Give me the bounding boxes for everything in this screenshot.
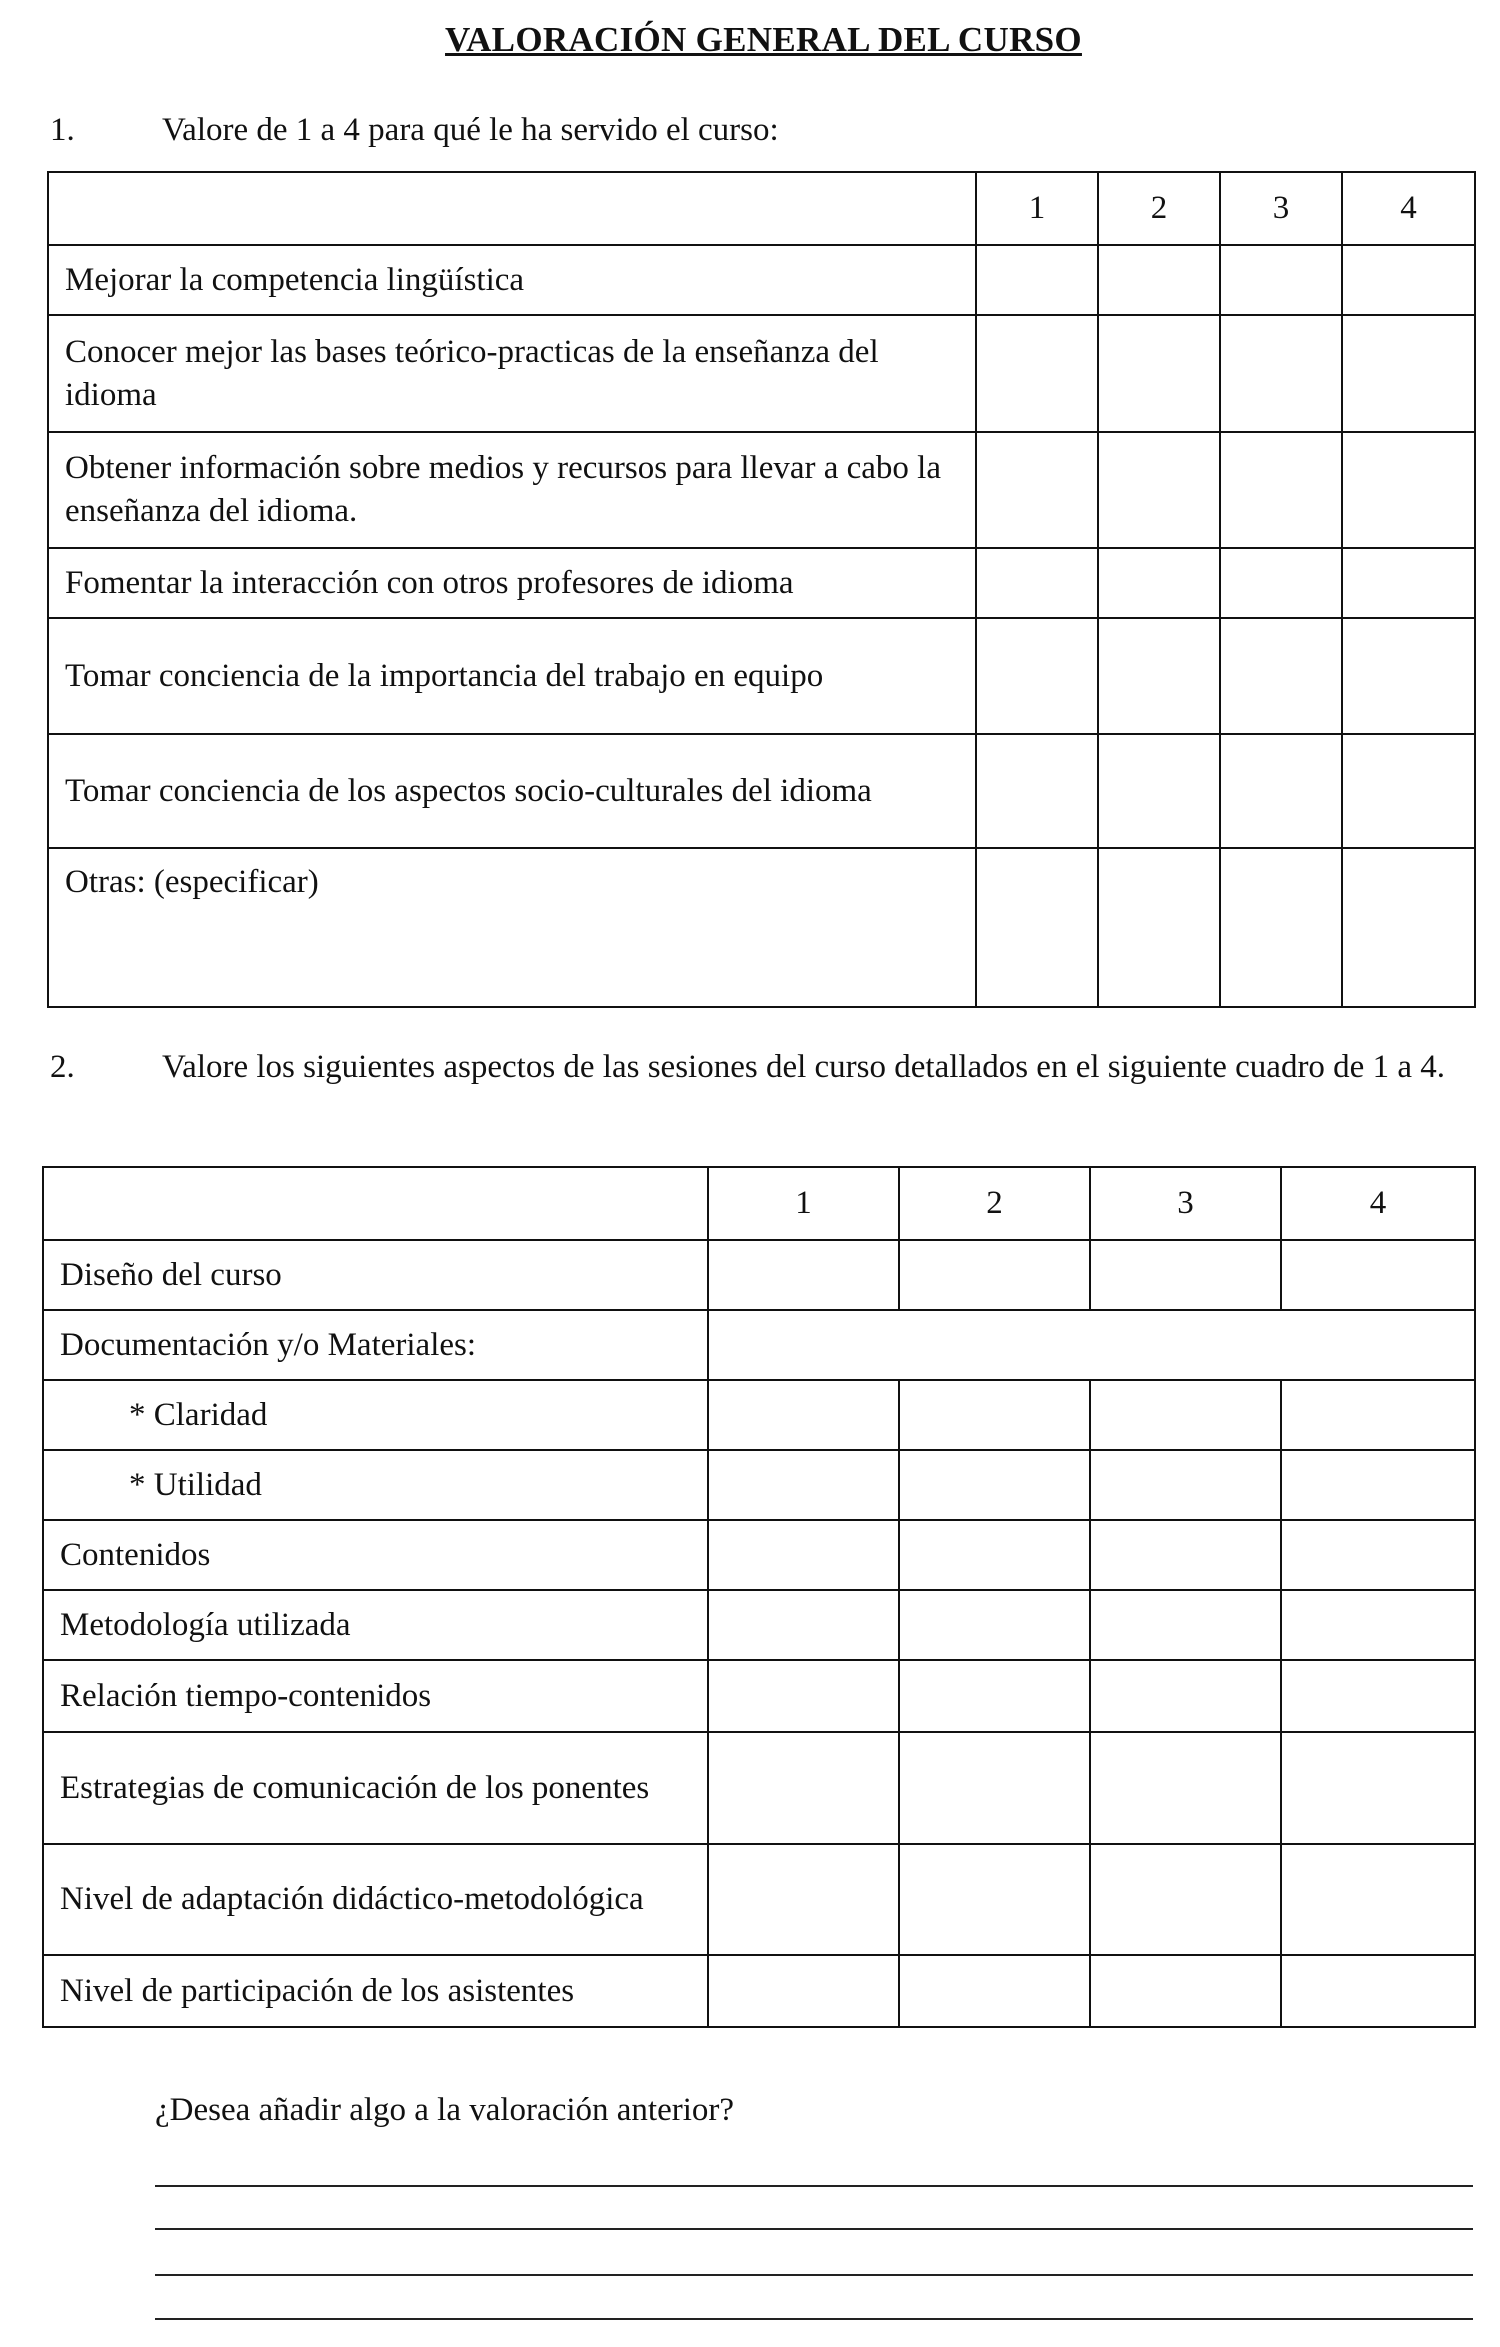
- rating-cell[interactable]: [899, 1590, 1090, 1660]
- question-1-number: 1.: [50, 112, 75, 148]
- rating-table-1: [47, 171, 1476, 1008]
- rating-cell[interactable]: [1090, 1590, 1281, 1660]
- row-label: Documentación y/o Materiales:: [43, 1310, 708, 1380]
- rating-cell[interactable]: [1281, 1520, 1475, 1590]
- question-1: [50, 108, 1470, 152]
- table-row: [43, 1240, 1475, 1310]
- table-2-col-1: 1: [708, 1167, 899, 1240]
- rating-cell[interactable]: [1220, 734, 1342, 848]
- table-row: [43, 1732, 1475, 1844]
- table-1-col-2: 2: [1098, 172, 1220, 245]
- rating-cell[interactable]: [708, 1450, 899, 1520]
- rating-cell[interactable]: [1281, 1240, 1475, 1310]
- rating-cell[interactable]: [1098, 245, 1220, 315]
- rating-cell[interactable]: [1342, 315, 1475, 432]
- table-row: [48, 315, 1475, 432]
- rating-cell[interactable]: [1342, 618, 1475, 734]
- row-label: Tomar conciencia de la importancia del trabajo en equipo: [48, 618, 976, 734]
- rating-cell[interactable]: [976, 315, 1098, 432]
- rating-cell[interactable]: [1098, 548, 1220, 618]
- followup-question: ¿Desea añadir algo a la valoración anterior?: [155, 2092, 735, 2128]
- rating-cell[interactable]: [1090, 1450, 1281, 1520]
- question-1-text: Valore de 1 a 4 para qué le ha servido el curso:: [162, 112, 779, 148]
- row-label: Contenidos: [43, 1520, 708, 1590]
- table-1-col-3: 3: [1220, 172, 1342, 245]
- question-2-text: Valore los siguientes aspectos de las sesiones del curso detallados en el siguiente cuadro de 1 a 4.: [162, 1049, 1445, 1085]
- table-row: [43, 1380, 1475, 1450]
- question-2: [50, 1045, 1475, 1135]
- rating-cell[interactable]: [1220, 315, 1342, 432]
- rating-cell[interactable]: [1090, 1844, 1281, 1955]
- answer-line-2[interactable]: [155, 2228, 1473, 2230]
- table-2-header-row: [43, 1167, 1475, 1240]
- table-row: [43, 1520, 1475, 1590]
- row-label: * Claridad: [43, 1380, 708, 1450]
- rating-cell[interactable]: [1342, 432, 1475, 548]
- merged-cell: [708, 1310, 1475, 1380]
- rating-cell[interactable]: [1281, 1844, 1475, 1955]
- rating-cell[interactable]: [1281, 1590, 1475, 1660]
- row-label: Fomentar la interacción con otros profesores de idioma: [48, 548, 976, 618]
- question-2-number: 2.: [50, 1049, 75, 1085]
- rating-cell[interactable]: [1090, 1240, 1281, 1310]
- table-row: [48, 848, 1475, 1007]
- row-label: Otras: (especificar): [48, 848, 976, 1007]
- answer-line-4[interactable]: [155, 2318, 1473, 2320]
- table-1-col-1: 1: [976, 172, 1098, 245]
- row-label: * Utilidad: [43, 1450, 708, 1520]
- rating-cell[interactable]: [1090, 1732, 1281, 1844]
- rating-cell[interactable]: [976, 848, 1098, 1007]
- table-2-col-4: 4: [1281, 1167, 1475, 1240]
- answer-line-3[interactable]: [155, 2274, 1473, 2276]
- rating-cell[interactable]: [899, 1844, 1090, 1955]
- rating-cell[interactable]: [976, 734, 1098, 848]
- table-1-header-row: [48, 172, 1475, 245]
- rating-cell[interactable]: [899, 1380, 1090, 1450]
- rating-cell[interactable]: [1281, 1380, 1475, 1450]
- row-label: Diseño del curso: [43, 1240, 708, 1310]
- rating-cell[interactable]: [976, 432, 1098, 548]
- rating-cell[interactable]: [1220, 432, 1342, 548]
- rating-cell[interactable]: [976, 245, 1098, 315]
- rating-cell[interactable]: [708, 1844, 899, 1955]
- rating-cell[interactable]: [1090, 1380, 1281, 1450]
- rating-cell[interactable]: [1342, 245, 1475, 315]
- table-1-col-4: 4: [1342, 172, 1475, 245]
- rating-cell[interactable]: [708, 1732, 899, 1844]
- row-label: Obtener información sobre medios y recursos para llevar a cabo la enseñanza del idioma.: [48, 432, 976, 548]
- row-label: Estrategias de comunicación de los ponentes: [43, 1732, 708, 1844]
- row-label: Relación tiempo-contenidos: [43, 1660, 708, 1732]
- rating-cell[interactable]: [708, 1955, 899, 2027]
- row-label: Nivel de participación de los asistentes: [43, 1955, 708, 2027]
- row-label: Conocer mejor las bases teórico-practicas de la enseñanza del idioma: [48, 315, 976, 432]
- row-label: Metodología utilizada: [43, 1590, 708, 1660]
- rating-cell[interactable]: [1090, 1520, 1281, 1590]
- table-2-col-2: 2: [899, 1167, 1090, 1240]
- rating-cell[interactable]: [1220, 548, 1342, 618]
- table-row: [48, 618, 1475, 734]
- rating-cell[interactable]: [1098, 618, 1220, 734]
- table-row: [43, 1450, 1475, 1520]
- rating-cell[interactable]: [1220, 848, 1342, 1007]
- rating-cell[interactable]: [1342, 734, 1475, 848]
- rating-cell[interactable]: [1098, 315, 1220, 432]
- table-row: [43, 1844, 1475, 1955]
- table-row: [43, 1660, 1475, 1732]
- rating-table-2: [42, 1166, 1476, 2028]
- table-1-corner-cell: [48, 172, 976, 245]
- rating-cell[interactable]: [708, 1660, 899, 1732]
- rating-cell[interactable]: [1281, 1732, 1475, 1844]
- row-label: Tomar conciencia de los aspectos socio-culturales del idioma: [48, 734, 976, 848]
- table-row: [48, 734, 1475, 848]
- rating-cell[interactable]: [708, 1380, 899, 1450]
- table-row: [43, 1310, 1475, 1380]
- rating-cell[interactable]: [899, 1520, 1090, 1590]
- rating-cell[interactable]: [899, 1955, 1090, 2027]
- rating-cell[interactable]: [1090, 1660, 1281, 1732]
- rating-cell[interactable]: [976, 548, 1098, 618]
- table-row: [43, 1590, 1475, 1660]
- rating-cell[interactable]: [899, 1240, 1090, 1310]
- rating-cell[interactable]: [1342, 848, 1475, 1007]
- rating-cell[interactable]: [899, 1732, 1090, 1844]
- form-title: VALORACIÓN GENERAL DEL CURSO: [445, 20, 1082, 59]
- rating-cell[interactable]: [1098, 432, 1220, 548]
- rating-cell[interactable]: [1281, 1450, 1475, 1520]
- table-row: [48, 548, 1475, 618]
- rating-cell[interactable]: [899, 1450, 1090, 1520]
- rating-cell[interactable]: [1281, 1955, 1475, 2027]
- rating-cell[interactable]: [1220, 245, 1342, 315]
- rating-cell[interactable]: [1098, 848, 1220, 1007]
- table-2-col-3: 3: [1090, 1167, 1281, 1240]
- rating-cell[interactable]: [1090, 1955, 1281, 2027]
- row-label: Mejorar la competencia lingüística: [48, 245, 976, 315]
- rating-cell[interactable]: [708, 1240, 899, 1310]
- rating-cell[interactable]: [1220, 618, 1342, 734]
- table-2-corner-cell: [43, 1167, 708, 1240]
- table-row: [48, 432, 1475, 548]
- row-label: Nivel de adaptación didáctico-metodológica: [43, 1844, 708, 1955]
- answer-line-1[interactable]: [155, 2185, 1473, 2187]
- rating-cell[interactable]: [1342, 548, 1475, 618]
- rating-cell[interactable]: [899, 1660, 1090, 1732]
- table-row: [48, 245, 1475, 315]
- rating-cell[interactable]: [1281, 1660, 1475, 1732]
- table-row: [43, 1955, 1475, 2027]
- rating-cell[interactable]: [708, 1590, 899, 1660]
- rating-cell[interactable]: [708, 1520, 899, 1590]
- rating-cell[interactable]: [1098, 734, 1220, 848]
- rating-cell[interactable]: [976, 618, 1098, 734]
